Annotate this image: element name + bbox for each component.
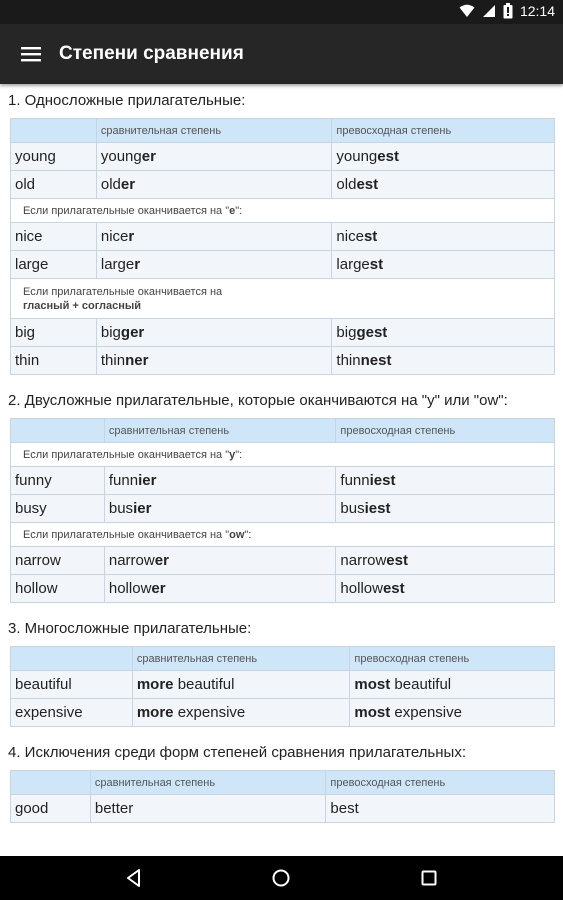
content-scroll-area[interactable]: [0, 84, 563, 856]
table-header-cell: сравнительная степень: [132, 647, 350, 671]
table-header-cell: превосходная степень: [350, 647, 555, 671]
rule-note-row: [11, 279, 555, 319]
table-row: [11, 223, 555, 251]
adjective-cell: [11, 143, 97, 171]
text: Если прилагательные оканчивается на ": [23, 448, 230, 461]
comparative-cell: [96, 143, 332, 171]
adjective-cell: [11, 467, 105, 495]
text: nice: [336, 228, 364, 245]
table-row: [11, 251, 555, 279]
bold-text: ier: [133, 500, 152, 517]
adjective-cell: [11, 547, 105, 575]
text: young: [15, 148, 56, 165]
section-spacer: [0, 727, 563, 736]
table-header-cell: [11, 647, 133, 671]
section-spacer: [0, 823, 563, 832]
section-spacer: [0, 603, 563, 612]
bold-text: more: [136, 704, 174, 721]
table-header-cell: [11, 419, 105, 443]
battery-icon: [503, 3, 513, 19]
table-row: [11, 575, 555, 603]
table-row: [11, 143, 555, 171]
text: bus: [340, 500, 365, 517]
rule-note-row: [11, 199, 555, 223]
comparative-cell: [104, 575, 336, 603]
text: old: [100, 176, 121, 193]
text: beautiful: [173, 676, 235, 693]
rule-note-row: [11, 443, 555, 467]
status-bar: [0, 0, 563, 24]
table-row: [11, 171, 555, 199]
table-header-cell: превосходная степень: [332, 119, 555, 143]
bold-text: r: [134, 256, 141, 273]
table-header-row: [11, 119, 555, 143]
text: beautiful: [390, 676, 452, 693]
navigation-bar: [0, 856, 563, 900]
section-spacer: [0, 375, 563, 384]
adjective-cell: [11, 171, 97, 199]
adjective-cell: [11, 575, 105, 603]
text: nice: [100, 228, 129, 245]
cellular-signal-icon: [482, 4, 496, 18]
bold-text: most: [354, 704, 391, 721]
text: funn: [340, 472, 370, 489]
text: hollow: [15, 580, 58, 597]
text: ":: [235, 448, 243, 461]
adjective-cell: [11, 251, 97, 279]
bold-text: gest: [356, 324, 388, 341]
text: expensive: [15, 704, 83, 721]
adjective-cell: [11, 671, 133, 699]
bold-text: ner: [125, 352, 149, 369]
superlative-cell: [350, 699, 555, 727]
text: narrow: [108, 552, 155, 569]
section-title: 4. Исключения среди форм степеней сравнения прилагательных:: [8, 744, 466, 761]
superlative-cell: [332, 171, 555, 199]
bold-text: st: [363, 228, 378, 245]
bold-text: iest: [369, 472, 396, 489]
superlative-cell: [336, 467, 555, 495]
table-header-cell: [11, 119, 97, 143]
status-icons: [459, 3, 555, 19]
table-header-row: [11, 771, 555, 795]
comparative-cell: [104, 547, 336, 575]
text: large: [15, 256, 49, 273]
back-icon: [124, 868, 144, 888]
bold-text: er: [120, 176, 136, 193]
adjective-cell: [11, 795, 91, 823]
table-row: [11, 347, 555, 375]
text: better: [94, 800, 134, 817]
adjective-cell: [11, 319, 97, 347]
text: best: [330, 800, 359, 817]
table-header-row: [11, 647, 555, 671]
text: Если прилагательные оканчивается на ": [23, 204, 230, 217]
bold-text: ier: [138, 472, 157, 489]
text: funn: [108, 472, 139, 489]
table-header-cell: превосходная степень: [326, 771, 555, 795]
comparative-cell: [104, 467, 336, 495]
bold-text: e: [229, 204, 236, 217]
bold-text: nest: [360, 352, 392, 369]
text: young: [336, 148, 378, 165]
text: beautiful: [15, 676, 72, 693]
superlative-cell: [332, 319, 555, 347]
comparison-table: [10, 770, 555, 823]
comparative-cell: [132, 699, 350, 727]
superlative-cell: [326, 795, 555, 823]
bold-text: er: [141, 148, 156, 165]
superlative-cell: [332, 143, 555, 171]
bold-text: more: [136, 676, 174, 693]
wifi-icon: [459, 4, 475, 18]
comparative-cell: [96, 347, 332, 375]
text: big: [100, 324, 121, 341]
text: nice: [15, 228, 43, 245]
adjective-cell: [11, 347, 97, 375]
back-button[interactable]: [114, 858, 154, 898]
text: funny: [15, 472, 52, 489]
bold-text: est: [377, 148, 399, 165]
text: Если прилагательные оканчивается на ": [23, 528, 230, 541]
bold-text: ow: [229, 528, 245, 541]
comparative-cell: [96, 251, 332, 279]
section-title: 3. Многосложные прилагательные:: [8, 620, 252, 637]
table-row: [11, 495, 555, 523]
bold-text: est: [356, 176, 379, 193]
recent-apps-icon: [420, 869, 438, 887]
app-title: Степени сравнения: [59, 43, 244, 64]
text: busy: [15, 500, 47, 517]
bold-text: most: [354, 676, 391, 693]
text: Если прилагательные оканчивается на: [23, 285, 223, 298]
bold-text: er: [154, 552, 169, 569]
text: hollow: [340, 580, 383, 597]
text: old: [336, 176, 357, 193]
superlative-cell: [332, 251, 555, 279]
text: narrow: [15, 552, 61, 569]
table-header-cell: сравнительная степень: [96, 119, 332, 143]
comparative-cell: [96, 319, 332, 347]
text: big: [336, 324, 357, 341]
text: old: [15, 176, 36, 193]
comparison-table: [10, 418, 555, 603]
table-header-cell: сравнительная степень: [90, 771, 326, 795]
table-header-cell: [11, 771, 91, 795]
superlative-cell: [332, 347, 555, 375]
table-header-cell: превосходная степень: [336, 419, 555, 443]
text: good: [15, 800, 49, 817]
bold-text: гласный + согласный: [23, 299, 142, 312]
bold-text: est: [382, 580, 405, 597]
comparison-table: [10, 646, 555, 727]
text: thin: [100, 352, 126, 369]
bold-text: ger: [120, 324, 145, 341]
text: young: [100, 148, 142, 165]
rule-note: [11, 279, 555, 319]
text: ":: [244, 528, 252, 541]
text: expensive: [390, 704, 462, 721]
table-header-cell: сравнительная степень: [104, 419, 336, 443]
superlative-cell: [336, 575, 555, 603]
comparative-cell: [104, 495, 336, 523]
home-icon: [271, 868, 291, 888]
bold-text: est: [386, 552, 408, 569]
comparative-cell: [90, 795, 326, 823]
superlative-cell: [350, 671, 555, 699]
home-button[interactable]: [261, 858, 301, 898]
adjective-cell: [11, 495, 105, 523]
table-row: [11, 547, 555, 575]
superlative-cell: [332, 223, 555, 251]
status-time: 12:14: [519, 3, 555, 19]
rule-note-row: [11, 523, 555, 547]
comparison-table: [10, 118, 555, 375]
section-title: 2. Двусложные прилагательные, которые оканчиваются на "y" или "ow":: [8, 392, 508, 409]
table-row: [11, 795, 555, 823]
bold-text: st: [369, 256, 384, 273]
rule-note: [11, 523, 555, 547]
comparative-cell: [96, 171, 332, 199]
bold-text: iest: [364, 500, 391, 517]
app-bar: [0, 24, 563, 84]
text: thin: [15, 352, 40, 369]
bold-text: y: [229, 448, 236, 461]
rule-note: [11, 199, 555, 223]
adjective-cell: [11, 223, 97, 251]
adjective-cell: [11, 699, 133, 727]
section-title: 1. Односложные прилагательные:: [8, 92, 246, 109]
comparative-cell: [132, 671, 350, 699]
table-header-row: [11, 419, 555, 443]
bold-text: er: [151, 580, 166, 597]
superlative-cell: [336, 547, 555, 575]
superlative-cell: [336, 495, 555, 523]
table-row: [11, 699, 555, 727]
table-row: [11, 671, 555, 699]
text: bus: [108, 500, 134, 517]
table-row: [11, 467, 555, 495]
text: big: [15, 324, 36, 341]
text: hollow: [108, 580, 152, 597]
text: expensive: [173, 704, 246, 721]
hamburger-menu-icon[interactable]: [3, 24, 59, 84]
text: large: [100, 256, 135, 273]
bold-text: r: [128, 228, 135, 245]
text: ":: [235, 204, 243, 217]
text: thin: [336, 352, 361, 369]
recent-apps-button[interactable]: [409, 858, 449, 898]
table-row: [11, 319, 555, 347]
text: large: [336, 256, 370, 273]
comparative-cell: [96, 223, 332, 251]
rule-note: [11, 443, 555, 467]
text: narrow: [340, 552, 387, 569]
